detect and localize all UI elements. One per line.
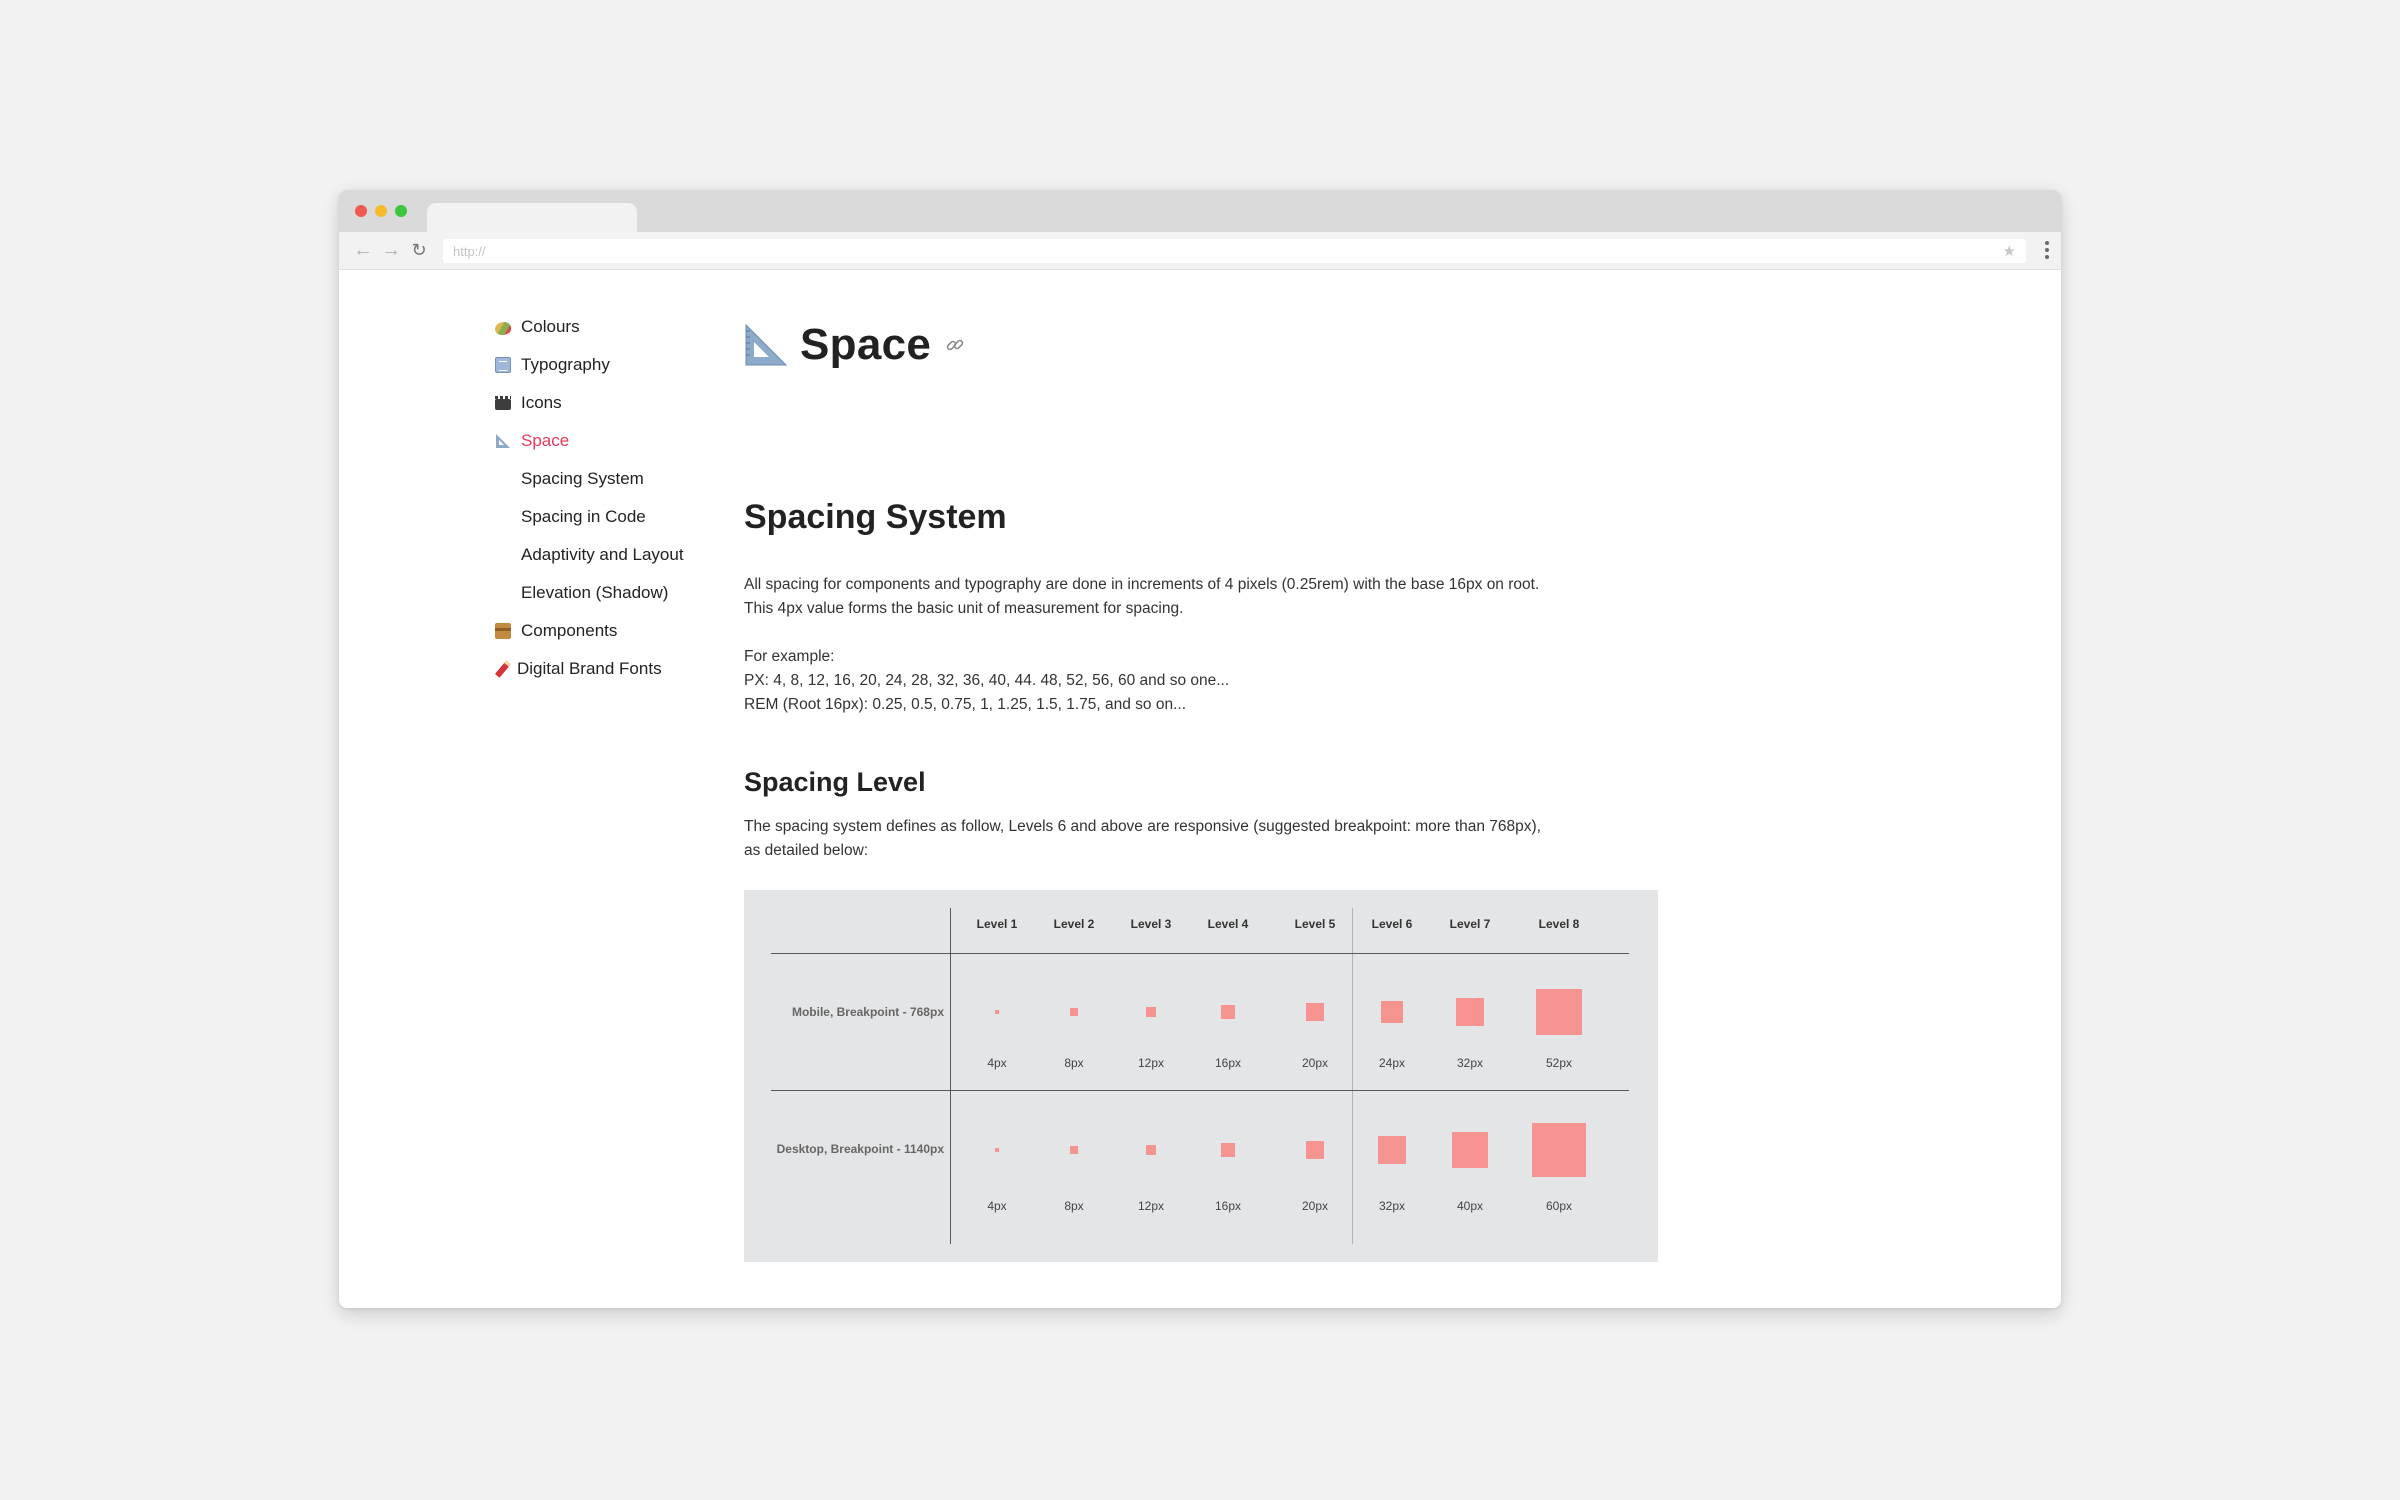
- sidebar-item-label: Typography: [521, 355, 610, 374]
- spacing-square: [1146, 1007, 1157, 1018]
- level-header: Level 2: [1053, 917, 1095, 931]
- spacing-square: [995, 1010, 999, 1014]
- maximize-window-button[interactable]: [395, 205, 407, 217]
- spacing-value-label: 12px: [1137, 1056, 1165, 1070]
- spacing-value-label: 8px: [1064, 1199, 1084, 1213]
- back-arrow-icon[interactable]: ←: [353, 239, 373, 261]
- level-header: Level 5: [1294, 917, 1336, 931]
- table-divider: [950, 908, 951, 1244]
- spacing-square: [1221, 1143, 1235, 1157]
- level-description: [744, 815, 1644, 863]
- sidebar-item-label: Components: [521, 621, 618, 640]
- link-icon[interactable]: [945, 335, 965, 355]
- triangular-ruler-icon: [744, 323, 788, 367]
- level-desc-line: as detailed below:: [744, 842, 869, 859]
- spacing-value-label: 32px: [1378, 1199, 1406, 1213]
- level-header: Level 8: [1538, 917, 1580, 931]
- spacing-square: [995, 1148, 999, 1152]
- spacing-value-label: 32px: [1456, 1056, 1484, 1070]
- table-divider: [771, 953, 1629, 954]
- subsection-heading: Spacing Level: [744, 767, 926, 797]
- palette-icon: [494, 320, 513, 337]
- title-bar: [339, 190, 2061, 232]
- section-heading: Spacing System: [744, 498, 1007, 536]
- page-title: Space: [800, 320, 932, 369]
- spacing-square: [1378, 1136, 1407, 1165]
- breakpoint-row-label: Desktop, Breakpoint - 1140px: [776, 1142, 944, 1156]
- sidebar-item-colours[interactable]: [495, 308, 725, 346]
- sidebar-item-label: Elevation (Shadow): [521, 583, 669, 602]
- spacing-square: [1381, 1001, 1403, 1023]
- spacing-square: [1146, 1145, 1157, 1156]
- package-icon: [495, 623, 511, 639]
- browser-window: [339, 190, 2061, 1308]
- page-title-row: [744, 320, 965, 370]
- sidebar-item-space[interactable]: [495, 422, 725, 460]
- spacing-value-label: 8px: [1064, 1056, 1084, 1070]
- spacing-value-label: 60px: [1545, 1199, 1573, 1213]
- spacing-level-table: [744, 890, 1658, 1262]
- sidebar-item-components[interactable]: [495, 612, 725, 650]
- level-header: Level 7: [1449, 917, 1491, 931]
- sidebar-item-digital-brand-fonts[interactable]: [495, 650, 725, 688]
- level-header: Level 1: [976, 917, 1018, 931]
- spacing-value-label: 20px: [1301, 1199, 1329, 1213]
- spacing-value-label: 4px: [987, 1199, 1007, 1213]
- spacing-square: [1221, 1005, 1235, 1019]
- sidebar-item-typography[interactable]: [495, 346, 725, 384]
- sidebar-item-label: Digital Brand Fonts: [517, 659, 662, 678]
- spacing-value-label: 40px: [1456, 1199, 1484, 1213]
- spacing-value-label: 16px: [1214, 1056, 1242, 1070]
- kebab-menu-icon[interactable]: [2045, 241, 2049, 262]
- minimize-window-button[interactable]: [375, 205, 387, 217]
- clapper-icon: [495, 399, 511, 410]
- spacing-value-label: 52px: [1545, 1056, 1573, 1070]
- close-window-button[interactable]: [355, 205, 367, 217]
- browser-tab[interactable]: [427, 203, 637, 232]
- example-label: For example:: [744, 648, 835, 665]
- sidebar-nav: [495, 308, 725, 688]
- sidebar-item-label: Adaptivity and Layout: [521, 545, 684, 564]
- sidebar-item-spacing-in-code[interactable]: [495, 498, 725, 536]
- sidebar-item-label: Colours: [521, 317, 580, 336]
- bookmark-star-icon[interactable]: ★: [2002, 243, 2016, 260]
- level-header: Level 3: [1130, 917, 1172, 931]
- spacing-square: [1306, 1003, 1324, 1021]
- browser-toolbar: [339, 232, 2061, 270]
- spacing-square: [1532, 1123, 1586, 1177]
- sidebar-item-label: Space: [521, 431, 570, 450]
- sidebar-item-elevation-shadow[interactable]: [495, 574, 725, 612]
- level-header: Level 4: [1207, 917, 1249, 931]
- spacing-value-label: 12px: [1137, 1199, 1165, 1213]
- level-desc-line: The spacing system defines as follow, Levels 6 and above are responsive (suggested breakpoint: more than 768px),: [744, 818, 1541, 835]
- address-bar-text: http://: [453, 244, 486, 259]
- triangular-ruler-icon: [495, 433, 511, 449]
- spacing-square: [1070, 1008, 1077, 1015]
- level-header: Level 6: [1371, 917, 1413, 931]
- spacing-square: [1456, 998, 1485, 1027]
- example-paragraph: [744, 645, 1644, 717]
- intro-paragraph: [744, 573, 1644, 621]
- spacing-value-label: 24px: [1378, 1056, 1406, 1070]
- reload-icon[interactable]: ↻: [411, 240, 427, 260]
- spacing-square: [1452, 1132, 1488, 1168]
- sidebar-item-label: Spacing System: [521, 469, 644, 488]
- example-rem: REM (Root 16px): 0.25, 0.5, 0.75, 1, 1.25, 1.5, 1.75, and so on...: [744, 696, 1187, 713]
- input-numbers-icon: [495, 357, 511, 373]
- pencil-icon: [495, 660, 511, 678]
- example-px: PX: 4, 8, 12, 16, 20, 24, 28, 32, 36, 40, 44. 48, 52, 56, 60 and so one...: [744, 672, 1230, 689]
- sidebar-item-label: Icons: [521, 393, 562, 412]
- spacing-value-label: 16px: [1214, 1199, 1242, 1213]
- sidebar-item-adaptivity-and-layout[interactable]: [495, 536, 725, 574]
- intro-line: All spacing for components and typography are done in increments of 4 pixels (0.25rem) with the base 16px on root.: [744, 576, 1540, 593]
- breakpoint-row-label: Mobile, Breakpoint - 768px: [791, 1005, 944, 1019]
- spacing-value-label: 4px: [987, 1056, 1007, 1070]
- spacing-square: [1536, 989, 1583, 1036]
- sidebar-item-spacing-system[interactable]: [495, 460, 725, 498]
- table-divider: [1352, 908, 1353, 1244]
- sidebar-item-icons[interactable]: [495, 384, 725, 422]
- spacing-value-label: 20px: [1301, 1056, 1329, 1070]
- table-divider: [771, 1090, 1629, 1091]
- spacing-square: [1306, 1141, 1324, 1159]
- spacing-square: [1070, 1146, 1077, 1153]
- sidebar-item-label: Spacing in Code: [521, 507, 646, 526]
- intro-line: This 4px value forms the basic unit of measurement for spacing.: [744, 600, 1184, 617]
- address-bar[interactable]: [443, 239, 2026, 263]
- forward-arrow-icon[interactable]: →: [381, 239, 401, 261]
- page-content: [339, 270, 2061, 1308]
